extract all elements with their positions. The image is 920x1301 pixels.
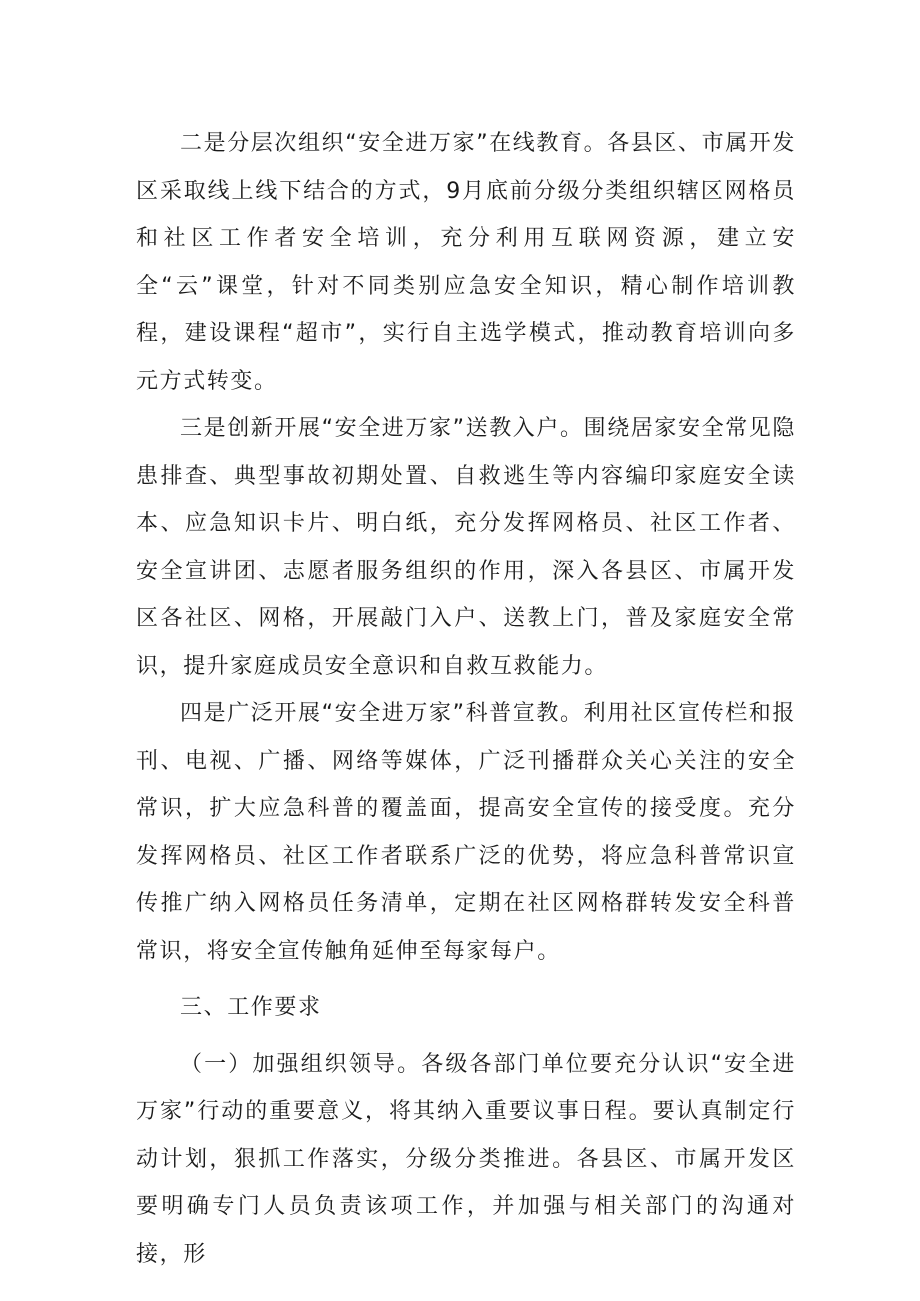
paragraph-organization-leadership: （一）加强组织领导。各级各部门单位要充分认识“安全进万家”行动的重要意义，将其纳入重要议事日程。要认真制定行动计划，狠抓工作落实，分级分类推进。各县区、市属开发区要明确专门人员负责该项工作，并加强与相关部门的沟通对接，形: [136, 1051, 796, 1267]
paragraph-online-education: 二是分层次组织“安全进万家”在线教育。各县区、市属开发区采取线上线下结合的方式，9月底前分级分类组织辖区网格员和社区工作者安全培训，充分利用互联网资源，建立安全“云”课堂，针对不同类别应急安全知识，精心制作培训教程，建设课程“超市”，实行自主选学模式，推动教育培训向多元方式转变。: [136, 131, 796, 394]
document-body: [136, 120, 796, 1278]
section-heading: 三、工作要求: [180, 995, 322, 1020]
paragraph-science-publicity: 四是广泛开展“安全进万家”科普宣教。利用社区宣传栏和报刊、电视、广播、网络等媒体，广泛刊播群众关心关注的安全常识，扩大应急科普的覆盖面，提高安全宣传的接受度。充分发挥网格员、社区工作者联系广泛的优势，将应急科普常识宣传推广纳入网格员任务清单，定期在社区网格群转发安全科普常识，将安全宣传触角延伸至每家每户。: [136, 701, 796, 964]
section-gap: [136, 1032, 796, 1041]
paragraph-home-delivery: 三是创新开展“安全进万家”送教入户。围绕居家安全常见隐患排查、典型事故初期处置、自救逃生等内容编印家庭安全读本、应急知识卡片、明白纸，充分发挥网格员、社区工作者、安全宣讲团、志愿者服务组织的作用，深入各县区、市属开发区各社区、网格，开展敲门入户、送教上门，普及家庭安全常识，提升家庭成员安全意识和自救互救能力。: [136, 416, 796, 679]
section-gap: [136, 975, 796, 984]
